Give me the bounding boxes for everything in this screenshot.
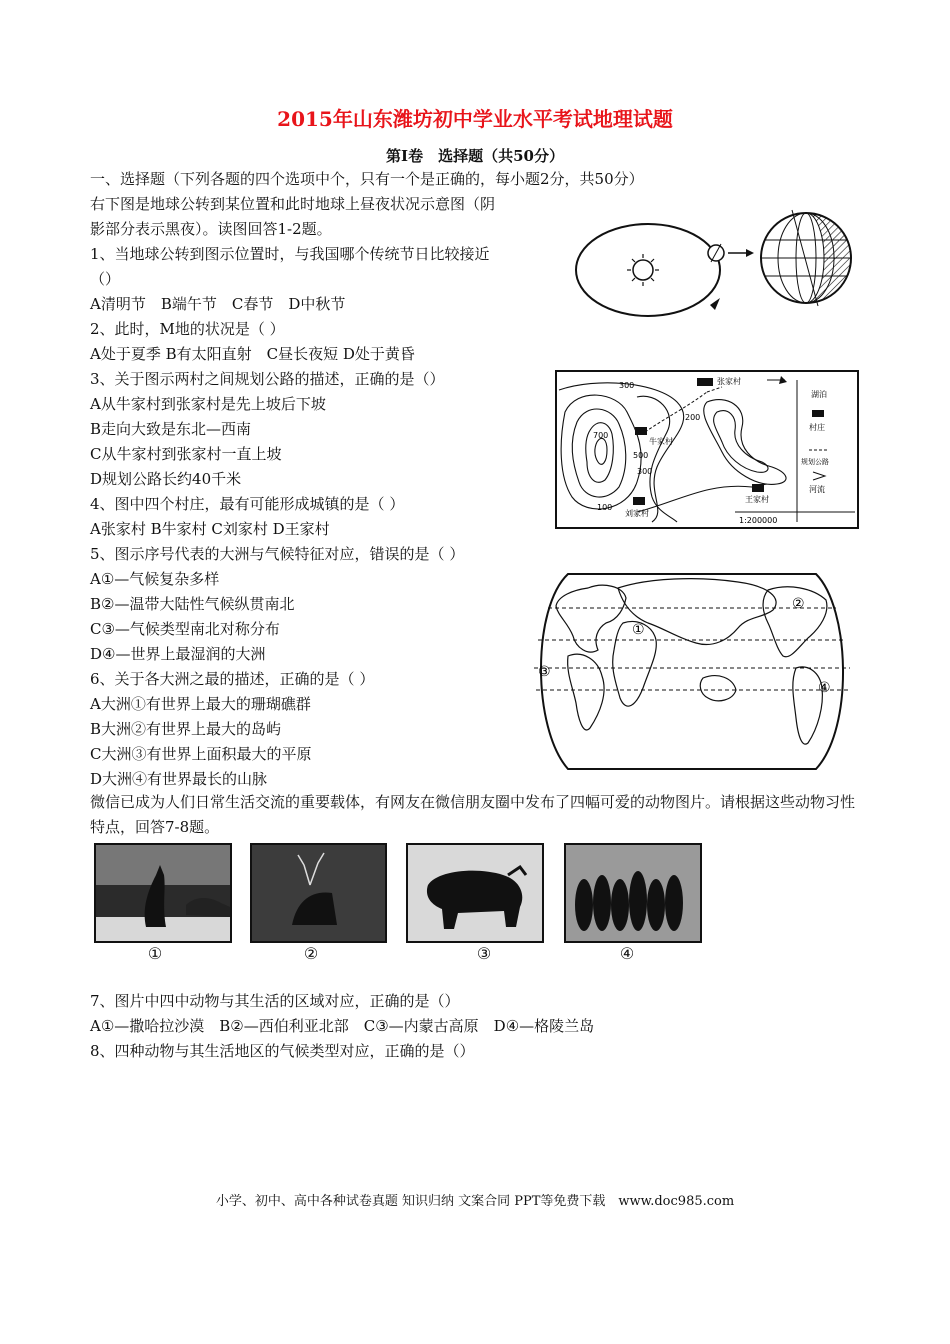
question-3-option-a: A从牛家村到张家村是先上坡后下坡 <box>90 395 326 413</box>
village-label-liu: 刘家村 <box>625 509 649 518</box>
question-1: 1、当地球公转到图示位置时，与我国哪个传统节日比较接近 <box>90 245 490 263</box>
question-8: 8、四种动物与其生活地区的气候类型对应，正确的是（） <box>90 1042 475 1060</box>
question-7-options: A①—撒哈拉沙漠 B②—西伯利亚北部 C③—内蒙古高原 D④—格陵兰岛 <box>90 1017 595 1035</box>
question-3: 3、关于图示两村之间规划公路的描述，正确的是（） <box>90 370 445 388</box>
intro-line-1: 右下图是地球公转到某位置和此时地球上昼夜状况示意图（阴 <box>90 195 496 213</box>
question-7: 7、图片中四中动物与其生活的区域对应，正确的是（） <box>90 992 460 1010</box>
orbit-diagram <box>568 200 868 330</box>
contour-label: 100 <box>597 503 613 512</box>
question-5-option-a: A①—气候复杂多样 <box>90 570 220 588</box>
page-footer: 小学、初中、高中各种试卷真题 知识归纳 文案合同 PPT等免费下载 www.doc985.com <box>215 1194 735 1209</box>
animal-photo-yak <box>406 843 544 943</box>
contour-label: 300 <box>637 467 653 476</box>
continent-label-1: ① <box>632 622 645 638</box>
question-5-option-c: C③—气候类型南北对称分布 <box>90 620 280 638</box>
question-3-option-b: B走向大致是东北—西南 <box>90 420 252 438</box>
legend-road: 规划公路 <box>801 458 829 466</box>
animal-photo-reindeer <box>250 843 387 943</box>
question-5-option-d: D④—世界上最湿润的大洲 <box>90 645 266 663</box>
continent-label-3: ③ <box>538 664 551 680</box>
question-3-option-c: C从牛家村到张家村一直上坡 <box>90 445 282 463</box>
contour-label: 500 <box>633 451 649 460</box>
document-title: 2015年山东潍坊初中学业水平考试地理试题 <box>277 107 673 131</box>
village-label-zhang: 张家村 <box>717 377 741 386</box>
question-5-option-b: B②—温带大陆性气候纵贯南北 <box>90 595 295 613</box>
world-map <box>528 568 856 775</box>
legend-lake: 湖泊 <box>811 390 827 399</box>
question-3-option-d: D规划公路长约40千米 <box>90 470 242 488</box>
photo-label-2: ② <box>303 944 319 963</box>
question-6: 6、关于各大洲之最的描述，正确的是（ ） <box>90 670 375 688</box>
question-2-options: A处于夏季 B有太阳直射 C昼长夜短 D处于黄昏 <box>90 345 415 363</box>
contour-label: 200 <box>685 413 701 422</box>
photo-label-4: ④ <box>619 944 635 963</box>
question-5: 5、图示序号代表的大洲与气候特征对应，错误的是（ ） <box>90 545 465 563</box>
question-4-options: A张家村 B牛家村 C刘家村 D王家村 <box>90 520 330 538</box>
question-1-options: A清明节 B端午节 C春节 D中秋节 <box>90 295 346 313</box>
legend-river: 河流 <box>809 485 825 494</box>
photo-label-3: ③ <box>476 944 492 963</box>
topographic-map <box>555 370 859 529</box>
legend-village: 村庄 <box>809 423 825 432</box>
intro-line-2: 影部分表示黑夜）。读图回答1-2题。 <box>90 220 332 238</box>
continent-label-2: ② <box>792 596 805 612</box>
map-scale: 1:200000 <box>739 516 778 525</box>
animal-photo-penguins <box>564 843 702 943</box>
question-6-option-c: C大洲③有世界上面积最大的平原 <box>90 745 312 763</box>
section-heading: 第Ⅰ卷 选择题（共50分） <box>386 147 564 165</box>
instructions: 一、选择题（下列各题的四个选项中个，只有一个是正确的，每小题2分，共50分） <box>90 170 644 188</box>
question-6-option-b: B大洲②有世界上最大的岛屿 <box>90 720 282 738</box>
animal-photo-kangaroo <box>94 843 232 943</box>
question-6-option-a: A大洲①有世界上最大的珊瑚礁群 <box>90 695 311 713</box>
question-1-blank: （） <box>90 270 121 288</box>
question-4: 4、图中四个村庄，最有可能形成城镇的是（ ） <box>90 495 405 513</box>
contour-label: 700 <box>593 431 609 440</box>
village-label-wang: 王家村 <box>745 495 769 504</box>
contour-label: 300 <box>619 381 635 390</box>
village-label-niu: 牛家村 <box>649 437 673 446</box>
photo-label-1: ① <box>147 944 163 963</box>
question-2: 2、此时，M地的状况是（ ） <box>90 320 285 338</box>
question-6-option-d: D大洲④有世界最长的山脉 <box>90 770 268 788</box>
wechat-intro: 微信已成为人们日常生活交流的重要载体，有网友在微信朋友圈中发布了四幅可爱的动物图片。请根据这些动物习性特点，回答7-8题。 <box>90 793 856 836</box>
continent-label-4: ④ <box>818 680 831 696</box>
